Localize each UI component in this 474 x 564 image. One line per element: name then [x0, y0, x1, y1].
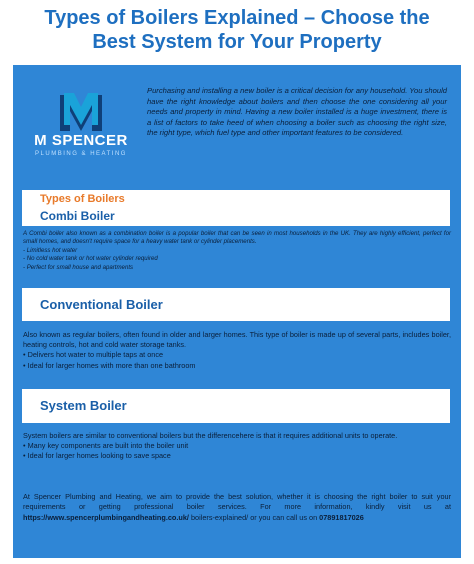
combi-text: A Combi boiler also known as a combination boiler is a popular boiler that can be seen in most households in the UK. They are highly efficient, perfect for small homes, and doesn't require space for a heavy water tank or cylinder placements.: [23, 230, 451, 246]
title-line-2: Best System for Your Property: [92, 31, 382, 53]
combi-heading-band: [22, 190, 450, 226]
conventional-bullet: • Ideal for larger homes with more than one bathroom: [23, 360, 196, 370]
system-text: System boilers are similar to conventional boilers but the differencehere is that it requires additional units to operate.: [23, 431, 398, 440]
combi-bullet: - Limitless hot water: [23, 246, 78, 254]
conventional-section: [23, 330, 451, 371]
system-section: [23, 431, 451, 462]
footer-text: [23, 492, 451, 523]
system-bullet: • Ideal for larger homes looking to save space: [23, 451, 171, 461]
conventional-bullet: • Delivers hot water to multiple taps at once: [23, 350, 164, 360]
footer-text-mid: boilers-explained/ or you can call us on: [188, 512, 320, 522]
combi-section: [23, 230, 451, 272]
page-title: [0, 6, 474, 54]
title-line-1: Types of Boilers Explained – Choose the: [44, 7, 430, 29]
website-link[interactable]: https://www.spencerplumbingandheating.co.uk/: [23, 512, 189, 522]
combi-heading: Combi Boiler: [40, 209, 115, 223]
logo-name: M SPENCER: [34, 132, 128, 149]
conventional-heading-band: [22, 288, 450, 321]
combi-bullet: - Perfect for small house and apartments: [23, 263, 134, 271]
conventional-text: Also known as regular boilers, often found in older and larger homes. This type of boiler is made up of several parts, includes boiler, heating controls, hot and cold water storage tanks.: [23, 330, 451, 350]
types-heading: Types of Boilers: [40, 193, 125, 205]
conventional-heading: Conventional Boiler: [40, 297, 163, 312]
intro-text: Purchasing and installing a new boiler is a critical decision for any household. You should have the right knowledge about boilers and then choose the one considering all your needs and property in mind. Having a new boiler installed is a huge investment, there is a list of factors to take heed of when choosing a boiler such as choosing the right size, the right type, which fuel type and other important features to be considered.: [147, 86, 447, 138]
phone-number[interactable]: 07891817026: [319, 512, 364, 522]
system-bullet: • Many key components are built into the boiler unit: [23, 441, 189, 451]
footer-text-before: At Spencer Plumbing and Heating, we aim to provide the best solution, whether it is choosing the right boiler to suit your requirements or getting professional boiler services. For more information, kindly visit us at: [23, 492, 451, 512]
system-heading: System Boiler: [40, 398, 127, 413]
combi-bullet: - No cold water tank or hot water cylinder required: [23, 255, 158, 263]
logo-tagline: PLUMBING & HEATING: [35, 151, 127, 157]
system-heading-band: [22, 389, 450, 423]
